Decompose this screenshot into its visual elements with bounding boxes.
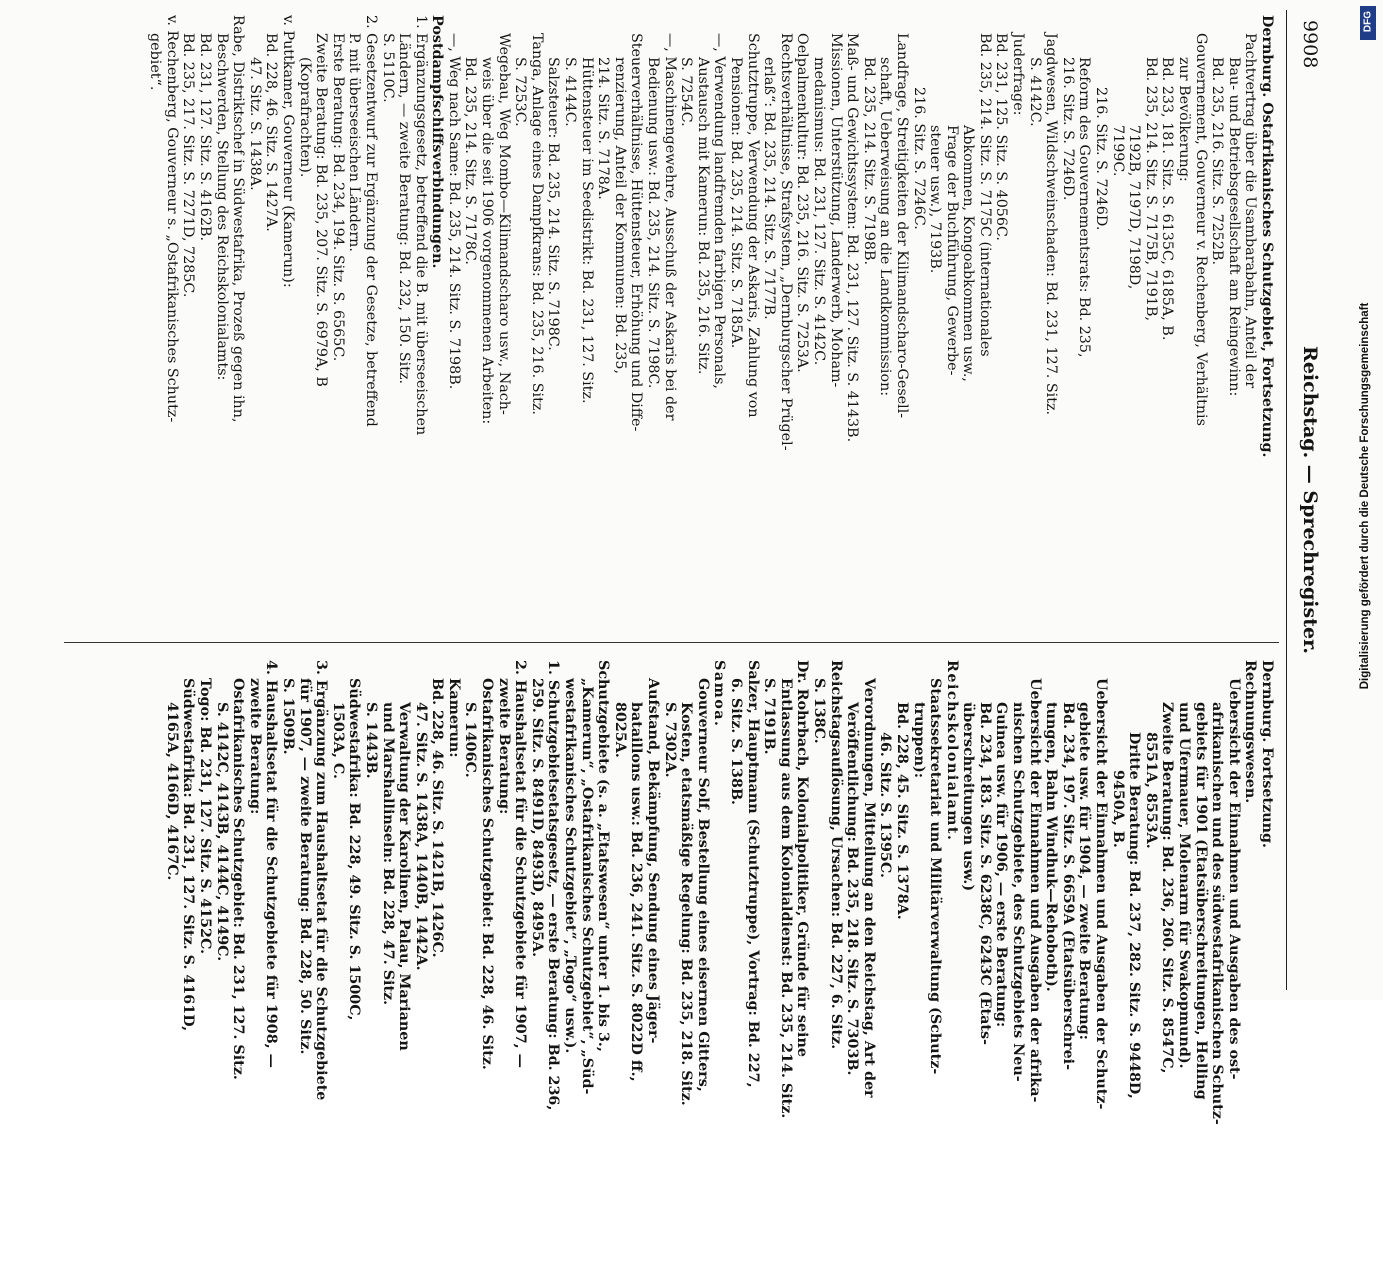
register-entry-line: 8551A, 8553A. [1142,732,1159,849]
register-entry-line: Gouvernement, Gouverneur v. Rechenberg, Verhältnis [1192,33,1209,426]
column-divider [64,642,1279,643]
register-entry-line: bataillons usw.: Bd. 236, 241. Sitz. S. 8022D ff., [627,702,644,1082]
register-entry-line: 9450A, B. [1109,770,1126,848]
register-entry-line: v. Rechenberg, Gouverneur s. „Ostafrikanisches Schutz- [163,15,180,423]
register-entry-line: Uebersicht der Einnahmen und Ausgaben der Schutz- [1092,678,1109,1110]
rotated-register-page [57,10,1327,1125]
register-entry-line: gebiets für 1901 (Etatsüberschreitungen, Helling [1192,702,1209,1100]
register-entry-line: Zweite Beratung: Bd. 236, 260. Sitz. S. 8547C, [1158,702,1175,1074]
register-entry-line: 47. Sitz. S. 1438A, 1440B, 1442A. [412,702,429,971]
register-entry-line: Maß- und Gewichtssystem: Bd. 231, 127. Sitz. S. 4143B. [843,33,860,443]
register-entry-line: Abkommen, Kongoabkommen usw., [959,125,976,382]
register-entry-line: Tanga, Anlage eines Dampfkrans: Bd. 235, 216. Sitz. [528,33,545,415]
page-title: Reichstag. — Sprechregister. [1298,346,1321,654]
register-entry-line: Bau- und Betriebsgesellschaft am Reingewinn: [1225,57,1242,397]
register-entry-line: Veröffentlichung: Bd. 235, 218. Sitz. S. 7303B. [843,702,860,1076]
register-entry-line: —, Verwendung landfremden farbigen Personals, [710,33,727,389]
register-entry-line: truppen): [910,702,927,779]
register-entry-line: Südwestafrika: Bd. 228, 49. Sitz. S. 1500C, [345,678,362,1021]
register-entry-line: —, Weg nach Same: Bd. 235, 214. Sitz. S. 7198B. [445,33,462,390]
register-entry-line: Rechnungswesen. [1241,660,1258,804]
register-entry-line: schaft, Ueberweisung an die Landkommission: [876,57,893,397]
register-entry-line: Ostafrikanisches Schutzgebiet: Bd. 228, 46. Sitz. [478,678,495,1070]
register-entry-line: Aufstand, Bekämpfung, Sendung eines Jäger- [644,678,661,1044]
register-entry-line: Bd. 228, 46. Sitz. S. 1427A. [262,33,279,232]
register-entry-line: 7192B, 7197D, 7198D, [1125,125,1142,290]
register-entry-line: 216. Sitz. S. 7246C. [910,87,927,230]
register-entry-line: 1503A, C. [329,702,346,779]
register-entry-line: Beschwerden, Stellung des Reichskolonialamts: [213,33,230,381]
register-entry-line: Dernburg. Ostafrikanisches Schutzgebiet, Fortsetzung. [1258,15,1275,458]
register-entry-line: S. 4142C, 4143B, 4144C, 4149C. [213,702,230,962]
register-entry-line: medanismus: Bd. 231, 127. Sitz. S. 4142C. [810,57,827,366]
register-entry-line: Oelpalmenkultur: Bd. 235, 216. Sitz. S. 7253A. [793,33,810,373]
register-entry-line: Steuerverhältnisse, Hüttensteuer, Erhöhung und Diffe- [627,33,644,432]
register-entry-line: weis über die seit 1906 vorgenommenen Arbeiten: [478,57,495,425]
register-entry-line: Reform des Gouvernementsrats: Bd. 235, [1075,57,1092,358]
register-entry-line: Landfrage, Streitigkeiten der Kilimandscharo-Gesell- [893,33,910,419]
register-entry-line: 1. Ergänzungsgesetz, betreffend die B. mit überseeischen [412,15,429,436]
register-entry-line: S. 138C. [810,678,827,744]
register-entry-line: Verordnungen, Mitteilung an den Reichstag, Art der [860,678,877,1098]
left-column [146,15,1274,630]
register-entry-line: Pachtvertrag über die Usambarabahn, Anteil der [1241,33,1258,389]
register-entry-line: Uebersicht der Einnahmen und Ausgaben der afrika- [1026,678,1043,1103]
register-entry-line: und Marshallinseln: Bd. 228, 47. Sitz. [379,702,396,1006]
register-entry-line: Jagdwesen, Wildschweinschaden: Bd. 231, 127. Sitz. [1042,33,1059,416]
register-entry-line: erlaß“: Bd. 235, 214. Sitz. S. 7177B. [760,57,777,320]
register-entry-line: Guinea usw. für 1906, — erste Beratung: [993,702,1009,1028]
register-entry-line: „Kamerun“, „Ostafrikanisches Schutzgebiet“, „Süd- [578,678,595,1095]
register-entry-line: überschreitungen usw.) [959,702,976,892]
register-entry-line: westafrikanisches Schutzgebiet“, „Togo“ usw.). [561,678,578,1054]
register-entry-line: tungen, Bahn Windhuk—Rehoboth). [1042,702,1059,992]
register-entry-line: 46. Sitz. S. 1395C. [876,732,893,878]
register-entry-line: 3. Ergänzung zum Haushaltsetat für die Schutzgebiete [312,660,329,1101]
register-entry-line: Juderfrage: [1009,33,1026,116]
register-entry-line: Reichstagsauflösung, Ursachen: Bd. 227, 6. Sitz. [827,660,844,1050]
register-entry-line: nischen Schutzgebiete, des Schutzgebiets Neu- [1009,702,1026,1082]
register-entry-line: S. 1406C. [462,702,478,778]
register-entry-line: gebiete usw. für 1904, — zweite Beratung: [1075,702,1092,1040]
register-entry-line: steuer usw.), 7193B. [926,125,943,274]
register-entry-line: Frage der Buchführung, Gewerbe- [943,125,960,376]
register-entry-line: Togo: Bd. 231, 127. Sitz. S. 4152C. [196,678,213,955]
register-entry-line: und Ufermauer, Molenarm für Swakopmund). [1175,702,1192,1069]
register-entry-line: Ländern, — zweite Beratung: Bd. 232, 150. Sitz. [395,33,412,385]
register-entry-line: Rabe, Distriktschef in Südwestafrika, Prozeß gegen ihn, [229,15,246,423]
register-entry-line: Südwestafrika: Bd. 231, 127. Sitz. S. 4161D, [179,678,196,1032]
register-entry-line: Staatssekretariat und Militärverwaltung (Schutz- [926,678,943,1075]
register-entry-line: Reichskolonialamt. [943,660,960,842]
register-entry-line: v. Puttkamer, Gouverneur (Kamerun): [279,15,296,288]
register-entry-line: renzierung, Anteil der Kommunen: Bd. 235, [611,57,628,375]
register-entry-line: 47. Sitz. S. 1438A. [246,57,263,191]
register-entry-line: 4. Haushaltsetat für die Schutzgebiete für 1908, — [262,660,279,1068]
register-entry-line: Zweite Beratung: Bd. 235, 207. Sitz. S. 6979A, B [312,33,329,387]
register-entry-line: 2. Haushaltsetat für die Schutzgebiete für 1907, — [511,660,528,1068]
right-column [163,660,1275,1275]
register-entry-line: Dernburg. Fortsetzung. [1258,660,1275,848]
register-entry-line: (Koprafrachten). [296,57,313,178]
register-entry-line: 216. Sitz. S. 7246D. [1092,87,1109,231]
register-entry-line: Kosten, etatsmäßige Regelung: Bd. 235, 218. Sitz. [677,702,694,1106]
register-entry-line: S. 7302A. [661,702,678,778]
register-entry-line: afrikanischen und des südwestafrikanischen Schutz- [1208,702,1225,1125]
register-entry-line: gebiet“. [146,33,163,91]
register-entry-line: Erste Beratung: Bd. 234, 194. Sitz. S. 6565C. [329,33,346,362]
register-entry-line: Uebersicht der Einnahmen und Ausgaben des ost- [1225,678,1242,1080]
register-entry-line: 259. Sitz. S. 8491D, 8493D, 8495A. [528,678,545,958]
register-entry-line: Wegebau, Weg Mombo—Kilimandscharo usw., Nach- [495,33,512,415]
register-entry-line: S. 5110C. [379,33,396,103]
register-entry-line: S. 4142C. [1026,57,1043,127]
register-entry-line: Pensionen: Bd. 235, 214. Sitz. S. 7185A. [727,57,744,349]
register-entry-line: 4165A, 4166D, 4167C. [163,702,180,881]
register-entry-line: Samoa. [710,660,727,728]
register-entry-line: 8025A. [611,702,628,758]
register-entry-line: Bd. 235, 214. Sitz. S. 7175C (internationales [976,33,993,357]
register-entry-line: Bd. 234, 197. Sitz. S. 6659A (Etatsüberschrei- [1059,702,1076,1071]
register-entry-line: Postdampfschiffsverbindungen. [428,15,445,269]
register-entry-line: Bedienung usw.: Bd. 235, 214. Sitz. S. 7198C. [644,57,661,389]
register-entry-line: Rechtsverhältnisse, Strafsystem, „Dernburgscher Prügel- [777,33,794,451]
register-entry-line: 1. Schutzgebietsetatsgesetz, — erste Beratung: Bd. 236, [544,660,561,1111]
register-entry-line: 214. Sitz. S. 7178A. [594,57,611,200]
register-entry-line: Ostafrikanisches Schutzgebiet: Bd. 231, 127. Sitz. [229,678,246,1080]
register-entry-line: zur Bevölkerung: [1175,57,1192,182]
page-header [1287,10,1327,990]
register-entry-line: Missionen, Unterstützung, Landerwerb, Moham- [827,33,844,388]
register-entry-line: 2. Gesetzentwurf zur Ergänzung der Gesetze, betreffend [362,15,379,427]
register-entry-line: S. 7254C. [677,57,694,127]
register-entry-line: Schutztruppe, Verwendung der Askaris, Zahlung von [744,33,761,418]
register-entry-line: Salzer, Hauptmann (Schutztruppe), Vortrag: Bd. 227, [744,660,761,1088]
register-entry-line: Bd. 235, 214. Sitz. S. 7198B. [860,57,877,266]
register-entry-line: Gouverneur Solf, Bestellung eines eisernen Gitters, [694,678,711,1092]
register-entry-line: Dritte Beratung: Bd. 237, 282. Sitz. S. 9448D, [1125,732,1142,1099]
register-entry-line: Bd. 228, 46. Sitz. S. 1421B, 1426C. [428,678,445,958]
register-entry-line: Bd. 231, 125. Sitz. S. 4056C. [993,33,1009,241]
register-entry-line: Bd. 235, 214. Sitz. S. 7178C. [462,57,478,265]
register-entry-line: Bd. 228, 45. Sitz. S. 1378A. [893,702,910,920]
page-number: 9908 [1298,20,1321,69]
register-entry-line: Dr. Rohrbach, Kolonialpolitiker, Gründe für seine [793,660,810,1057]
register-entry-line: S. 7253C. [511,57,528,127]
register-entry-line: Schutzgebiete (s. a. „Etatswesen“ unter 1. bis 3., [594,660,611,1052]
header-rule [1286,10,1287,990]
register-entry-line: Entlassung aus dem Kolonialdienst: Bd. 235, 214. Sitz. [777,678,794,1119]
register-entry-line: Verwaltung der Karolinen, Palau, Marianen [395,702,412,1051]
register-entry-line: S. 7191B. [760,678,777,755]
register-entry-line: Kamerun: [445,678,462,758]
register-entry-line: 216. Sitz. S. 7246D. [1059,57,1076,201]
register-entry-line: zweite Beratung: [246,678,263,815]
register-entry-line: zweite Beratung: [495,678,512,815]
register-entry-line: S. 1509B. [279,678,296,755]
register-entry-line: S. 1443B. [362,702,379,779]
register-entry-line: P. mit überseeischen Ländern. [345,33,362,252]
register-entry-line: Bd. 235, 216. Sitz. S. 7252B. [1208,57,1225,266]
register-entry-line: 6. Sitz. S. 138B. [727,678,744,806]
register-entry-line: Bd. 235, 214. Sitz. S. 7175B, 7191B, [1142,57,1159,322]
register-entry-line: Bd. 231, 127. Sitz. S. 4162B. [196,33,213,242]
register-entry-line: 7199C. [1109,125,1126,177]
register-entry-line: Austausch mit Kamerun: Bd. 235, 216. Sitz. [694,57,711,375]
register-entry-line: S. 4144C. [561,57,578,127]
register-entry-line: Bd. 233, 181. Sitz. S. 6135C, 6185A, B. [1158,57,1175,341]
register-entry-line: Salzsteuer: Bd. 235, 214. Sitz. S. 7198C. [544,57,561,351]
register-entry-line: für 1907, — zweite Beratung: Bd. 228, 50. Sitz. [296,678,313,1055]
register-entry-line: Hüttensteuer im Seedistrikt: Bd. 231, 127. Sitz. [578,57,595,404]
register-entry-line: —, Maschinengewehre, Ausschuß der Askaris bei der [661,33,678,421]
register-entry-line: Bd. 234, 183. Sitz. S. 6238C, 6243C (Etats- [976,702,993,1045]
digitization-footer [1355,18,1375,978]
register-entry-line: Bd. 235, 217. Sitz. S. 7271D, 7285C. [179,33,196,298]
dfg-logo: DFG [1360,6,1376,40]
footer-credit-text: Digitalisierung gefördert durch die Deutsche Forschungsgemeinschaft [1359,302,1371,690]
